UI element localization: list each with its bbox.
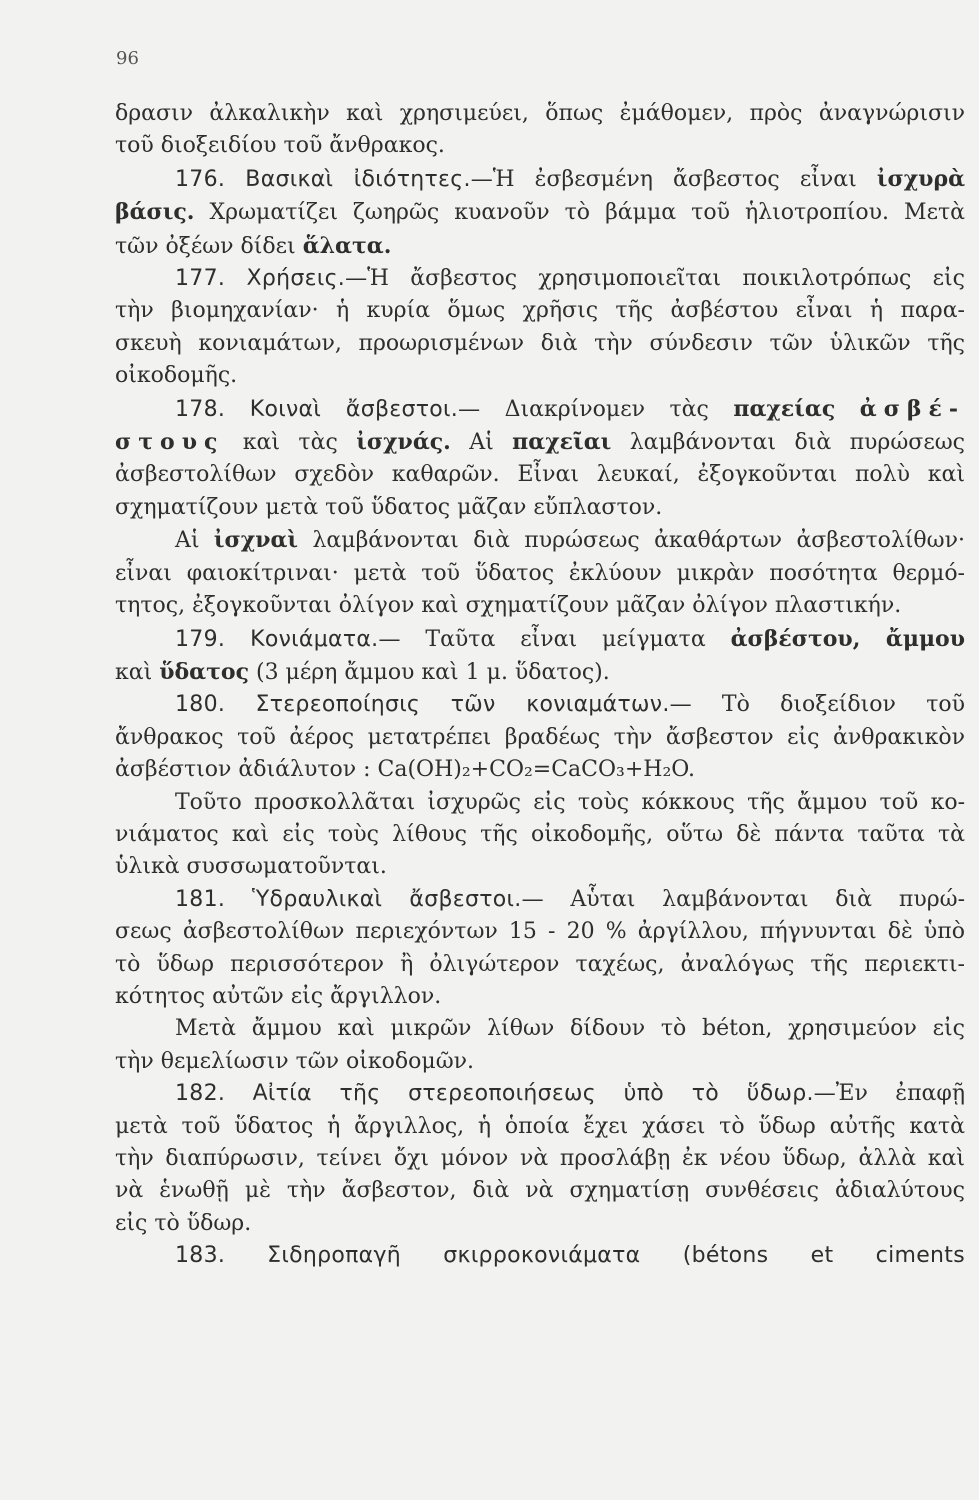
text-line: σεως ἀσβεστολίθων περιεχόντων 15 - 20 % ἀργίλλου, πήγνυνται δὲ ὑπὸ: [115, 919, 965, 945]
section-number: 182.: [175, 1081, 226, 1107]
section-title: Αἰτία τῆς στερεοποιήσεως ὑπὸ τὸ ὕδωρ.: [252, 1081, 814, 1107]
text-line: Αἱ ἰσχναὶ λαμβάνονται διὰ πυρώσεως ἀκαθάρτων ἀσβεστολίθων·: [175, 527, 965, 554]
section-number: 183.: [175, 1243, 226, 1269]
text-line: τῶν ὀξέων δίδει ἅλατα.: [115, 232, 392, 259]
section-number: 176.: [175, 166, 226, 192]
section-181: 181. Ὑδραυλικαὶ ἄσβεστοι.— Αὗται λαμβάνονται διὰ πυρώ-: [175, 886, 966, 912]
text-line: Τοῦτο προσκολλᾶται ἰσχυρῶς εἰς τοὺς κόκκους τῆς ἄμμου τοῦ κο-: [175, 789, 965, 815]
text-line: Μετὰ ἄμμου καὶ μικρῶν λίθων δίδουν τὸ béton, χρησιμεύον εἰς: [175, 1016, 965, 1042]
section-number: 179.: [175, 626, 226, 652]
text-line: βάσις. Χρωματίζει ζωηρῶς κυανοῦν τὸ βάμμα τοῦ ἡλιοτροπίου. Μετὰ: [115, 199, 966, 226]
text-line: εἰς τὸ ὕδωρ.: [115, 1210, 252, 1236]
chemical-formula: Ca(OH)₂+CO₂=CaCO₃+H₂O.: [377, 757, 696, 783]
text-line: ἀσβεστολίθων σχεδὸν καθαρῶν. Εἶναι λευκαί, ἐξογκοῦνται πολὺ καὶ: [115, 462, 965, 488]
text-line: ἄνθρακος τοῦ ἀέρος μετατρέπει βραδέως τὴν ἄσβεστον εἰς ἀνθρακικὸν: [115, 724, 965, 750]
text-line: σχηματίζουν μετὰ τοῦ ὕδατος μᾶζαν εὔπλαστον.: [115, 494, 663, 520]
text-line: σκευὴ κονιαμάτων, προωρισμένων διὰ τὴν σύνδεσιν τῶν ὑλικῶν τῆς: [115, 330, 965, 356]
text-line: τὴν θεμελίωσιν τῶν οἰκοδομῶν.: [115, 1048, 475, 1074]
section-176: 176. Βασικαὶ ἰδιότητες.—Ἡ ἐσβεσμένη ἄσβεστος εἶναι ἰσχυρὰ: [175, 165, 966, 192]
text-line: καὶ ὕδατος (3 μέρη ἄμμου καὶ 1 μ. ὕδατος).: [115, 658, 610, 685]
text-line: στους καὶ τὰς ἰσχνάς. Αἱ παχεῖαι λαμβάνονται διὰ πυρώσεως: [115, 429, 965, 456]
section-title: Βασικαὶ ἰδιότητες.: [245, 166, 471, 192]
section-title: Κονιάματα.: [250, 626, 379, 652]
text-line: τὴν διαπύρωσιν, τείνει ὄχι μόνον νὰ προσλάβῃ ἐκ νέου ὕδωρ, ἀλλὰ καὶ: [115, 1146, 965, 1171]
section-number: 180.: [175, 692, 226, 718]
section-title: Σιδηροπαγῆ σκιρροκονιάματα (bétons et ciments: [267, 1243, 965, 1269]
intro-line: τοῦ διοξειδίου τοῦ ἄνθρακος.: [115, 133, 445, 159]
text-line: μετὰ τοῦ ὕδατος ἡ ἄργιλλος, ἡ ὁποία ἔχει χάσει τὸ ὕδωρ αὐτῆς κατὰ: [115, 1113, 965, 1139]
section-title: Στερεοποίησις τῶν κονιαμάτων.: [255, 692, 670, 718]
section-number: 178.: [175, 396, 226, 422]
text-line: ὑλικὰ συσσωματοῦνται.: [115, 854, 387, 880]
section-182: 182. Αἰτία τῆς στερεοποιήσεως ὑπὸ τὸ ὕδωρ.—Ἐν ἐπαφῇ: [175, 1081, 965, 1107]
section-title: Κοιναὶ ἄσβεστοι.: [249, 396, 459, 422]
section-179: 179. Κονιάματα.— Ταῦτα εἶναι μείγματα ἀσβέστου, ἄμμου: [175, 625, 965, 652]
section-180: 180. Στερεοποίησις τῶν κονιαμάτων.— Τὸ διοξείδιον τοῦ: [175, 692, 965, 718]
page-number: 96: [116, 48, 139, 69]
text-line: τὴν βιομηχανίαν· ἡ κυρία ὅμως χρῆσις τῆς ἀσβέστου εἶναι ἡ παρα-: [115, 298, 965, 324]
section-title: Ὑδραυλικαὶ ἄσβεστοι.: [252, 886, 522, 912]
intro-line: δρασιν ἀλκαλικὴν καὶ χρησιμεύει, ὅπως ἐμάθομεν, πρὸς ἀναγνώρισιν: [115, 101, 965, 126]
section-178: 178. Κοιναὶ ἄσβεστοι.— Διακρίνομεν τὰς παχείας ἀσβέ-: [175, 395, 966, 422]
section-183: [115, 1240, 965, 1272]
section-number: 181.: [175, 886, 226, 912]
text-line: οἰκοδομῆς.: [115, 363, 238, 389]
text-line: τὸ ὕδωρ περισσότερον ἢ ὀλιγώτερον ταχέως, ἀναλόγως τῆς περιεκτι-: [115, 951, 965, 977]
text-line: τητος, ἐξογκοῦνται ὀλίγον καὶ σχηματίζουν μᾶζαν ὀλίγον πλαστικήν.: [115, 593, 902, 619]
section-title: Χρήσεις.: [246, 266, 346, 292]
text-line: κότητος αὐτῶν εἰς ἄργιλλον.: [115, 983, 442, 1009]
text-line: εἶναι φαιοκίτριναι· μετὰ τοῦ ὕδατος ἐκλύουν μικρὰν ποσότητα θερμό-: [115, 560, 965, 586]
page-text: [115, 98, 965, 1273]
text-line: νὰ ἑνωθῇ μὲ τὴν ἄσβεστον, διὰ νὰ σχηματίσῃ συνθέσεις ἀδιαλύτους: [115, 1178, 965, 1204]
text-line: νιάματος καὶ εἰς τοὺς λίθους τῆς οἰκοδομῆς, οὕτω δὲ πάντα ταῦτα τὰ: [115, 821, 965, 847]
section-number: 177.: [175, 266, 226, 292]
text-line: ἀσβέστιον ἀδιάλυτον : Ca(OH)₂+CO₂=CaCO₃+H₂O.: [115, 757, 696, 783]
section-177: 177. Χρήσεις.—Ἡ ἄσβεστος χρησιμοποιεῖται ποικιλοτρόπως εἰς: [175, 266, 965, 292]
